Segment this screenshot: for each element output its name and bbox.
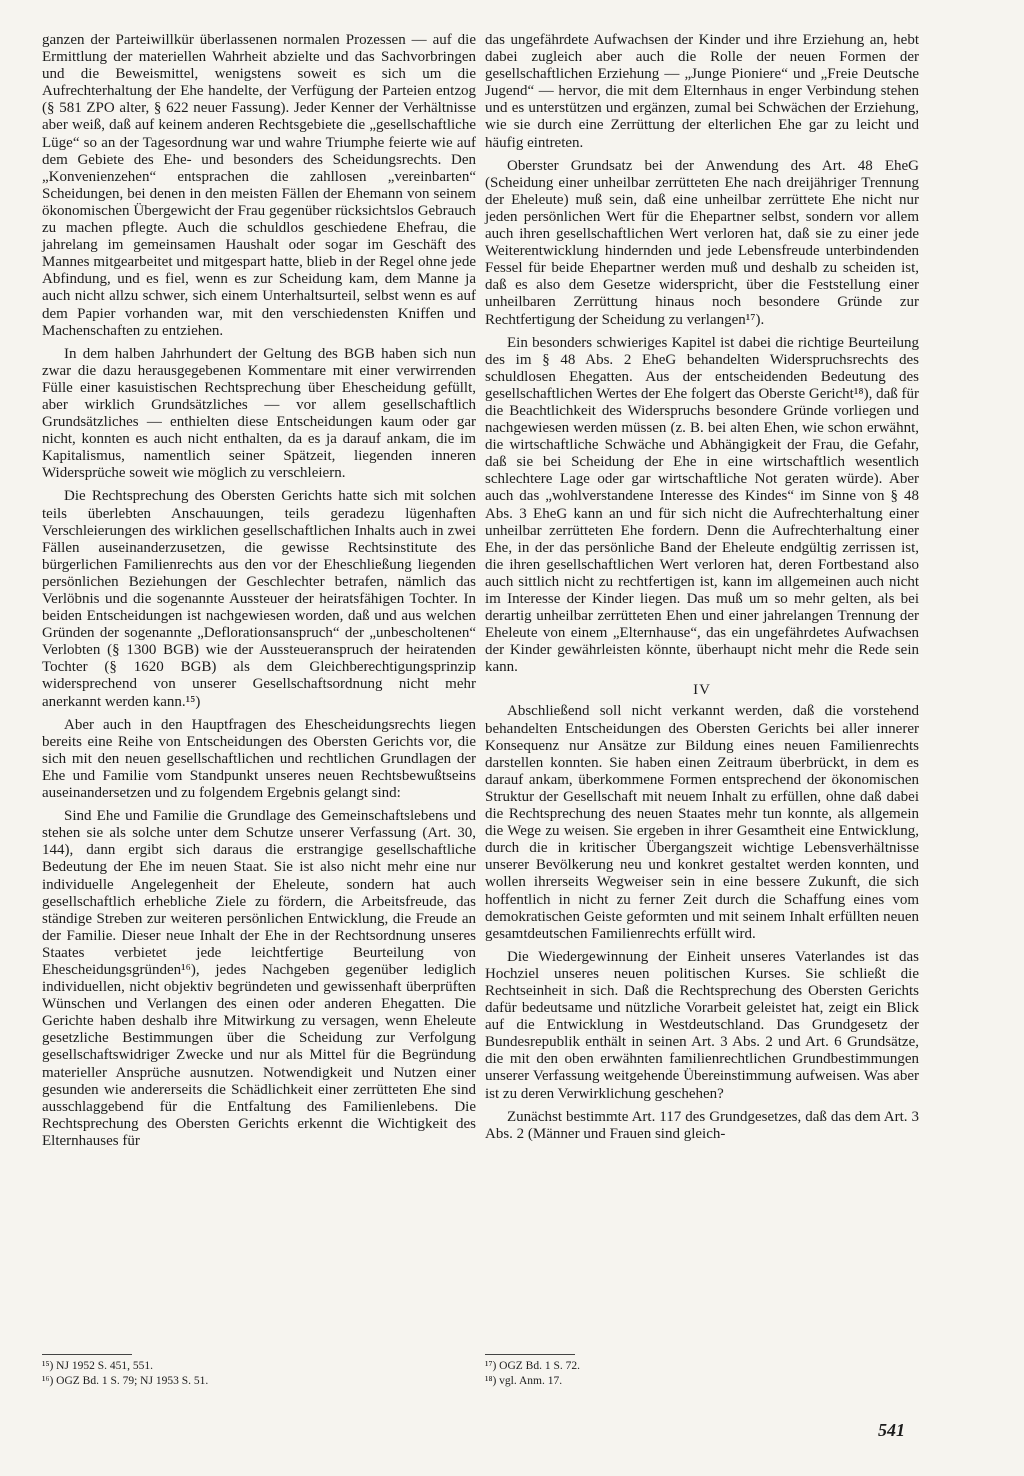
paragraph: Aber auch in den Hauptfragen des Ehescheidungsrechts liegen bereits eine Reihe von Entscheidungen des Obersten Gerichts vor, die sich mit den neuen gesellschaftlichen und rechtlichen Grundlagen der Ehe und Familie vom Standpunkt unseres neuen Rechtsbewußtseins auseinandersetzen und zu folgendem Ergebnis gelangt sind: — [42, 716, 476, 802]
paragraph: das ungefährdete Aufwachsen der Kinder und ihre Erziehung an, hebt dabei zugleich aber auch die Rolle der neuen Formen der gesellschaftlichen Erziehung — „Junge Pioniere“ und „Freie Deutsche Jugend“ — hervor, die mit dem Elternhaus in enger Verbindung stehen und es unterstützen und ergänzen, zumal bei Schwächen der Erziehung, wie sie durch eine Zerrüttung der elterlichen Ehe gar zu leicht und häufig eintreten. — [485, 32, 919, 151]
paragraph: Zunächst bestimmte Art. 117 des Grundgesetzes, daß das dem Art. 3 Abs. 2 (Männer und Frauen sind gleich- — [485, 1108, 919, 1142]
paragraph: Ein besonders schwieriges Kapitel ist dabei die richtige Beurteilung des im § 48 Abs. 2 EheG behandelten Widerspruchsrechts des schuldlosen Ehegatten. Aus der entscheidenden Bedeutung des gesellschaftlichen Wertes der Ehe folgert das Oberste Gericht¹⁸), daß für die Beachtlichkeit des Widerspruchs besondere Gründe vorliegen und nachgewiesen werden müssen (z. B. bei alten Ehen, wie schon erwähnt, die wirtschaftliche Schwäche und Abhängigkeit der Frau, die Gefahr, daß sie bei Scheidung der Ehe in eine wirtschaftlich wesentlich schlechtere Lage oder gar wirtschaftliche Not geraten würde). Aber auch das „wohlverstandene Interesse des Kindes“ im Sinne von § 48 Abs. 3 EheG kann an und für sich nicht die Aufrechterhaltung einer unheilbar zerrütteten Ehe fordern. Denn die Aufrechterhaltung einer Ehe, in der das persönliche Band der Eheleute endgültig zerrissen ist, die ihren gesellschaftlichen Wert verloren hat, deren Fortbestand also auch sittlich nicht zu rechtfertigen ist, kann im allgemeinen auch nicht im Interesse der Kinder liegen. Das muß um so mehr gelten, als bei derartig unheilbar zerrütteten Ehen und einer jahrelangen Trennung der Eheleute von einem „Elternhause“, das ein ungefährdetes Aufwachsen der Kinder gewährleisten könnte, überhaupt nicht mehr die Rede sein kann. — [485, 334, 919, 676]
right-column — [485, 32, 919, 1149]
left-column — [42, 32, 476, 1156]
paragraph: ganzen der Parteiwillkür überlassenen normalen Prozessen — auf die Ermittlung der materiellen Wahrheit abzielte und das Sachvorbringen und die Beweismittel, wenigstens soweit es sich um die Aufrechterhaltung der Ehe handelte, der Verfügung der Parteien entzog (§ 581 ZPO alter, § 622 neuer Fassung). Jeder Kenner der Verhältnisse aber weiß, daß auf keinem anderen Rechtsgebiete die „gesellschaftliche Lüge“ so an der Tagesordnung war und wahre Triumphe feierte wie auf dem Gebiete des Ehe- und besonders des Scheidungsrechts. Den „Konvenienzehen“ entsprachen die zahllosen „vereinbarten“ Scheidungen, bei denen in den meisten Fällen der Ehemann von seinem ökonomischen Übergewicht der Frau gegenüber rücksichtslos Gebrauch zu machen pflegte. Auch die schuldlos geschiedene Ehefrau, die jahrelang im gemeinsamen Haushalt oder sogar im Geschäft des Mannes mitgearbeitet und mitgespart hatte, blieb in der Regel ohne jede Abfindung, und es fiel, wenn es zur Scheidung kam, dem Manne ja auch nicht allzu schwer, sich einem Unterhaltsurteil, selbst wenn es auf dem Papier vorhanden war, mit den verschiedensten Kniffen und Machenschaften zu entziehen. — [42, 32, 476, 339]
page-number: 541 — [878, 1420, 905, 1440]
section-heading: IV — [693, 682, 711, 699]
paragraph: Abschließend soll nicht verkannt werden, daß die vorstehend behandelten Entscheidungen des Obersten Gerichts bei aller innerer Konsequenz nur Ansätze zur Bildung eines neuen Familienrechts darstellen konnten. Sie haben einen Zeitraum überbrückt, in dem es darauf ankam, überkommene Formen entsprechend der ökonomischen Struktur der Gesellschaft mit neuem Inhalt zu erfüllen, ohne daß dabei die Rechtsprechung des neuen Staates mehr tun konnte, als allgemein die Wege zu weisen. Sie ergeben in ihrer Gesamtheit eine Entwicklung, durch die in kritischer Übergangszeit wichtige Lebensverhältnisse unserer Bevölkerung neu und konkret gestaltet werden konnten, und wollen ihrerseits Wegweiser sein in eine bessere Zukunft, die sich hoffentlich in nicht zu ferner Zeit durch die Schaffung eines vom demokratischen Geiste geformten und mit seinem Inhalt erfüllten neuen gesamtdeutschen Familienrechts erfüllt wird. — [485, 703, 919, 942]
footnote-divider — [485, 1354, 575, 1355]
paragraph: Oberster Grundsatz bei der Anwendung des Art. 48 EheG (Scheidung einer unheilbar zerrütteten Ehe nach dreijähriger Trennung der Eheleute) muß sein, daß eine unheilbar zerrüttete Ehe nicht nur jeden persönlichen Wert für die Ehepartner selbst, sondern vor allem auch ihren gesellschaftlichen Wert verloren hat, daß sie zu einer jede Weiterentwicklung hindernden und jede Lebensfreude unterbindenden Fessel für beide Ehepartner werden muß und deshalb zu scheiden ist, daß es also dem Gesetze widerspricht, über die Feststellung einer unheilbaren Zerrüttung hinaus noch besondere Gründe zur Rechtfertigung der Scheidung zu verlangen¹⁷). — [485, 157, 919, 328]
footnote: ¹⁸) vgl. Anm. 17. — [485, 1375, 563, 1387]
footnotes-right — [485, 1354, 919, 1389]
paragraph: Die Rechtsprechung des Obersten Gerichts hatte sich mit solchen teils überlebten Anschauungen, teils geradezu lügenhaften Verschleierungen des wirklichen gesellschaftlichen Inhalts auch in zwei Fällen auseinanderzusetzen, die gewisse Rechtsinstitute des bürgerlichen Familienrechts aus den vor der Eheschließung liegenden persönlichen Beziehungen der Geschlechter betrafen, nämlich das Verlöbnis und die sogenannte Aussteuer der heiratsfähigen Tochter. In beiden Entscheidungen ist nachgewiesen worden, daß und aus welchen Gründen der sogenannte „Deflorationsanspruch“ der „unbescholtenen“ Verlobten (§ 1300 BGB) wie der Aussteueranspruch der heiratenden Tochter (§ 1620 BGB) als dem Gleichberechtigungsprinzip widersprechend von unserer Gesellschaftsordnung nicht mehr anerkannt werden kann.¹⁵) — [42, 488, 476, 710]
paragraph: Sind Ehe und Familie die Grundlage des Gemeinschaftslebens und stehen sie als solche unter dem Schutze unserer Verfassung (Art. 30, 144), dann ergibt sich daraus die erstrangige gesellschaftliche Bedeutung der Ehe im neuen Staat. Sie ist also nicht mehr eine nur individuelle Angelegenheit der Eheleute, sondern hat auch gesellschaftlich erhebliche Ziele zu fördern, die Arbeitsfreude, das ständige Streben zur weiteren persönlichen Entwicklung, die Freude an der Familie. Dieser neue Inhalt der Ehe in der Rechtsordnung unseres Staates verbietet jede leichtfertige Beurteilung von Ehescheidungsgründen¹⁶), jedes Nachgeben gegenüber lediglich individuellen, nicht objektiv begründeten und gewissenhaft überprüften Wünschen und Verlangen des einen oder anderen Ehegatten. Die Gerichte haben deshalb ihre Mitwirkung zu versagen, wenn Eheleute gesetzliche Bestimmungen über die Scheidung zur Verfolgung gesellschaftswidriger Zwecke und nur als Mittel für die Begründung materieller Ansprüche ausnutzen. Notwendigkeit und Nutzen einer gesunden wie andererseits die Schädlichkeit einer zerrütteten Ehe sind ausschlaggebend für die Entfaltung des Familienlebens. Die Rechtsprechung des Obersten Gerichts erkennt die Wichtigkeit des Elternhauses für — [42, 808, 476, 1149]
footnotes-left — [42, 1354, 476, 1389]
footnote: ¹⁵) NJ 1952 S. 451, 551. — [42, 1360, 153, 1372]
paragraph: In dem halben Jahrhundert der Geltung des BGB haben sich nun zwar die dazu herausgegebenen Kommentare mit einer verwirrenden Fülle einer kasuistischen Rechtsprechung über Ehescheidung gefüllt, aber wirklich Grundsätzliches — vor allem gesellschaftlich Grundsätzliches — enthielten diese Entscheidungen kaum oder gar nicht, konnten es auch nicht enthalten, da es ja darauf ankam, die im Kapitalismus, namentlich seiner Spätzeit, liegenden inneren Widersprüche soweit wie möglich zu verschleiern. — [42, 345, 476, 482]
footnote: ¹⁶) OGZ Bd. 1 S. 79; NJ 1953 S. 51. — [42, 1375, 209, 1387]
footnote-divider — [42, 1354, 132, 1355]
footnote: ¹⁷) OGZ Bd. 1 S. 72. — [485, 1360, 580, 1372]
paragraph: Die Wiedergewinnung der Einheit unseres Vaterlandes ist das Hochziel unseres neuen politischen Kurses. Sie schließt die Rechtseinheit in sich. Daß die Rechtsprechung des Obersten Gerichts dafür bedeutsame und nützliche Vorarbeit geleistet hat, zeigt ein Blick auf die Entwicklung in Westdeutschland. Das Grundgesetz der Bundesrepublik enthält in seinen Art. 3 Abs. 2 und Art. 6 Grundsätze, die mit den oben erwähnten familienrechtlichen Grundbestimmungen unserer Verfassung weitgehende Übereinstimmung aufweisen. Was aber ist zu deren Verwirklichung geschehen? — [485, 948, 919, 1102]
